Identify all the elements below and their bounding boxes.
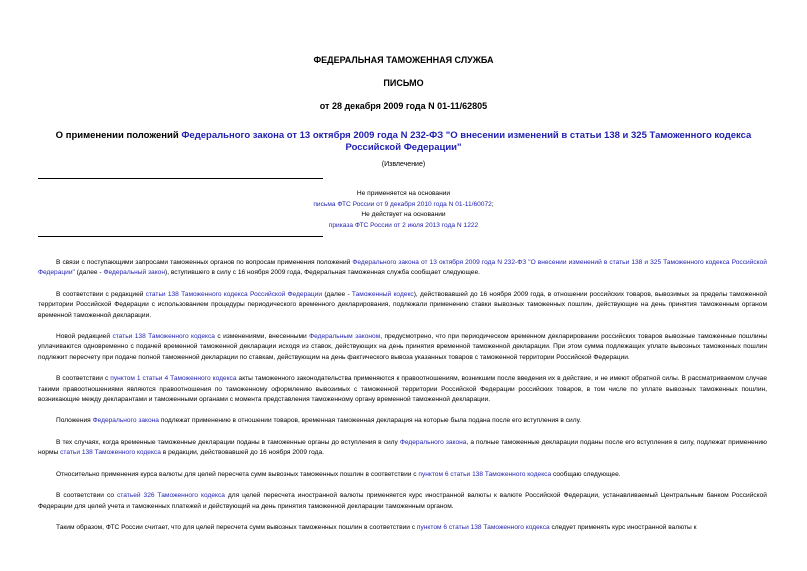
text: ), действовавшей до 16 ноября 2009 года, в отношении российских товаров, вывозимых за пределы таможенной территории Российской Федерации с использованием процедуры периодического временного декларирования, подлежали применению ставки вывозных таможенных пошлин, действующие на день принятия таможенным органом временной таможенной декларации.: [38, 290, 767, 319]
text: (далее -: [322, 290, 352, 298]
text: В соответствии с: [56, 375, 111, 383]
link-federal-law-full[interactable]: Федерального закона от 13 октября 2009 года N 232-ФЗ "О внесении изменений в статьи 138 и 325 Таможенного кодекса Российской Федерации": [38, 259, 767, 277]
title-prefix: О применении положений: [55, 130, 182, 141]
text: , предусмотрено, что при периодическом временном декларировании российских товаров вывозные таможенные пошлины уплачиваются одновременно с подачей временной таможенной декларации исходя из ставок, действующих на день принятия временной таможенной декларации. При этом сумма подлежащих уплате вывозных таможенных пошлин подлежит пересчету при подаче полной таможенной декларации по ставкам, действующим на день фактического вывоза указанных товаров с таможенной территории Российской Федерации.: [38, 333, 767, 361]
link-article-326[interactable]: статьей 326 Таможенного кодекса: [116, 492, 225, 500]
link-customs-code[interactable]: Таможенный кодекс: [351, 290, 414, 298]
text: В связи с поступающими запросами таможенных органов по вопросам применения положений: [56, 259, 353, 266]
status-link-order[interactable]: приказа ФТС России от 2 июля 2013 года N 1222: [328, 221, 479, 229]
agency-heading: ФЕДЕРАЛЬНАЯ ТАМОЖЕННАЯ СЛУЖБА: [313, 55, 494, 65]
text: акты таможенного законодательства применяются к правоотношениям, возникшим после введения их в действие, и не имеют обратной силы. В рассматриваемом случае такими правоотношениями являются правоотношения по таможенному оформлению вывозимых с таможенной территории Российской Федерации российских товаров, в том числе по уплате вывозных таможенных пошлин, возникающие между декларантами и таможенными органами с момента представления таможенному органу временной таможенной декларации.: [38, 375, 767, 404]
link-article-138-p6[interactable]: пунктом 6 статьи 138 Таможенного кодекса: [416, 523, 550, 531]
divider-bottom: [38, 236, 323, 237]
document-date-number: от 28 декабря 2009 года N 01-11/62805: [319, 101, 488, 111]
text: В тех случаях, когда временные таможенные декларации поданы в таможенные органы до вступления в силу: [56, 438, 400, 446]
link-federal-law[interactable]: Федеральный закон: [103, 269, 165, 277]
text: сообщаю следующее.: [551, 470, 621, 478]
text: ), вступившего в силу с 16 ноября 2009 года, Федеральная таможенная служба сообщает следующее.: [165, 269, 480, 277]
title-law-link[interactable]: Федерального закона от 13 октября 2009 года N 232-ФЗ "О внесении изменений в статьи 138 и 325 Таможенного кодекса Российской Федерации": [181, 130, 752, 153]
text: В соответствии с редакцией: [56, 290, 146, 298]
paragraph-1: [38, 258, 767, 279]
status-note: [230, 189, 577, 231]
link-federal-law[interactable]: Федерального закона: [92, 417, 159, 425]
excerpt-label: (Извлечение): [381, 161, 426, 168]
status-link-letter[interactable]: письма ФТС России от 9 декабря 2010 года N 01-11/60072: [313, 200, 492, 208]
link-article-138-p6[interactable]: пунктом 6 статьи 138 Таможенного кодекса: [418, 470, 552, 478]
document-type: ПИСЬМО: [383, 78, 424, 88]
text: В соответствии со: [56, 492, 117, 500]
document-title: [40, 130, 767, 154]
text: Относительно применения курса валюты для целей пересчета сумм вывозных таможенных пошлин в соответствии с: [56, 470, 419, 478]
text: в редакции, действовавшей до 16 ноября 2009 года.: [160, 449, 324, 457]
paragraph-3: [38, 332, 767, 363]
text: Новой редакцией: [56, 333, 113, 341]
text: Положения: [56, 417, 93, 425]
text: (далее -: [74, 269, 104, 277]
link-article-138[interactable]: статьи 138 Таможенного кодекса: [60, 449, 161, 457]
paragraph-2: [38, 290, 767, 321]
paragraph-6: [38, 438, 767, 459]
link-article-4[interactable]: пунктом 1 статьи 4 Таможенного кодекса: [110, 375, 237, 383]
paragraph-5: [38, 416, 767, 426]
text: подлежат применению в отношении товаров, временная таможенная декларация на которые была подана после его вступления в силу.: [158, 417, 582, 425]
link-federal-law[interactable]: Федерального закона: [399, 438, 467, 446]
paragraph-4: [38, 374, 767, 405]
link-federal-law[interactable]: Федеральным законом: [309, 333, 381, 341]
link-article-138[interactable]: статьи 138 Таможенного кодекса Российской Федерации: [145, 290, 323, 298]
text: , а полные таможенные декларации поданы после его вступления в силу, подлежат применению нормы: [38, 438, 767, 457]
text: Таким образом, ФТС России считает, что для целей пересчета сумм вывозных таможенных пошлин в соответствии с: [56, 523, 417, 531]
text: с изменениями, внесенными: [214, 333, 310, 341]
text: для целей пересчета иностранной валюты применяется курс иностранной валюты к валюте Российской Федерации, устанавливаемый Центральным банком Российской Федерации для целей учета и таможенных платежей и действующий на день принятия таможенной декларации таможенным органом.: [38, 492, 767, 510]
link-article-138[interactable]: статьи 138 Таможенного кодекса: [112, 333, 215, 341]
divider-top: [38, 178, 323, 179]
text: следует применять курс иностранной валюты к: [549, 523, 697, 531]
status-line-1: Не применяется на основании: [356, 190, 451, 197]
paragraph-8: [38, 491, 767, 512]
status-link-punct: ;: [491, 200, 494, 208]
letter-body: [38, 258, 767, 544]
paragraph-9: [38, 523, 767, 533]
status-line-2: Не действует на основании: [361, 211, 446, 218]
paragraph-7: [38, 470, 767, 480]
